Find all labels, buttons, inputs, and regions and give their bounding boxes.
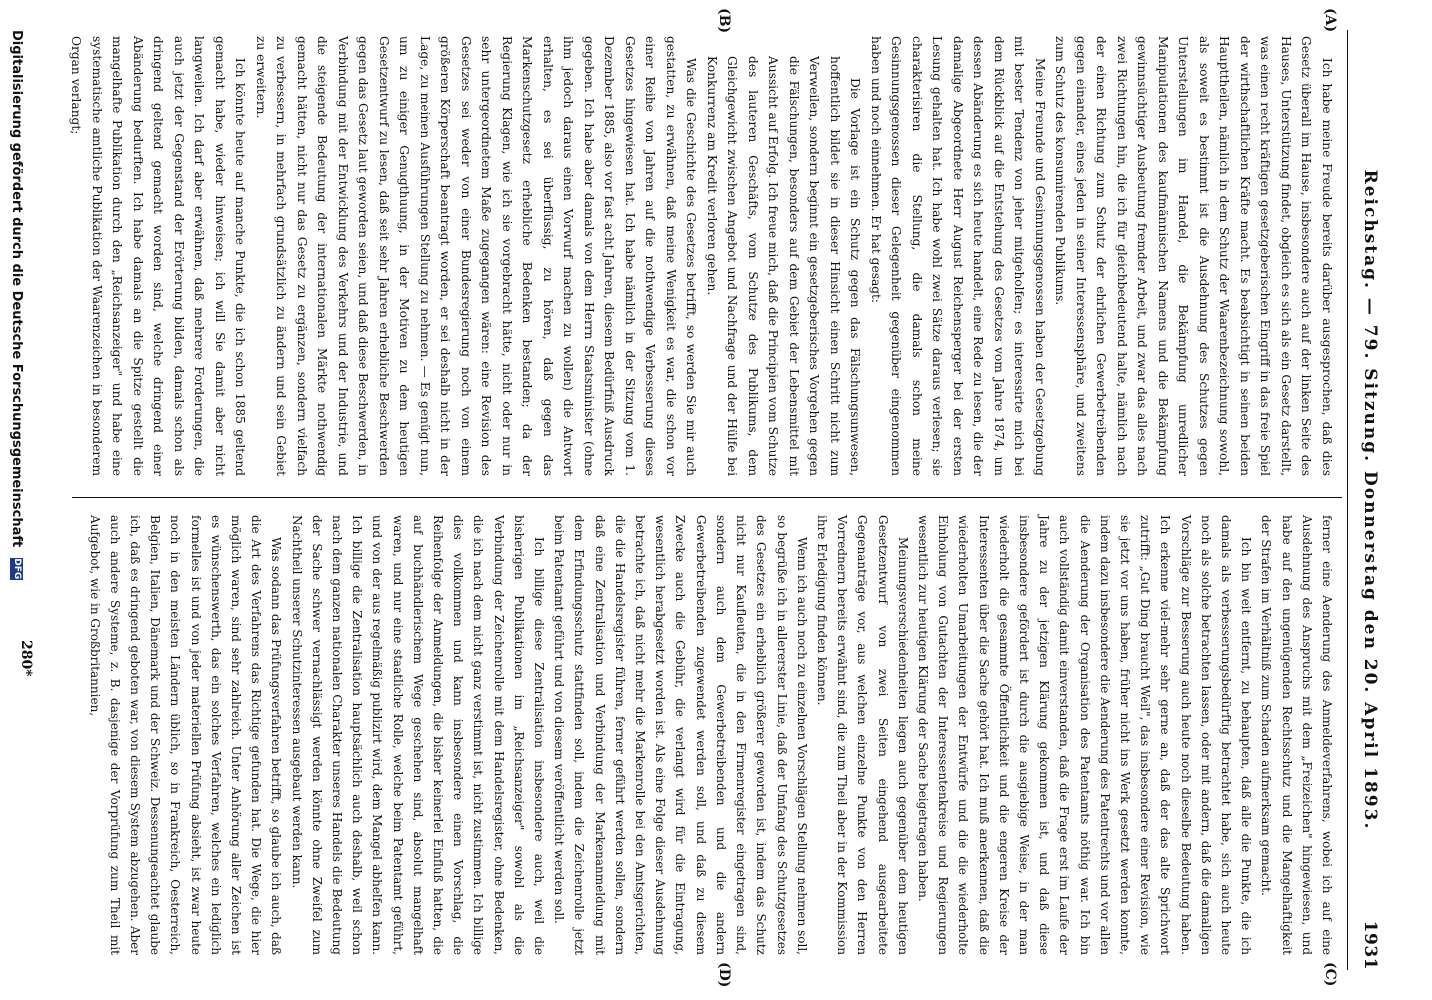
digitization-note bbox=[9, 30, 24, 580]
paragraph: Was die Geschichte des Gesetzes betrifft, so werden Sie mir auch gestatten, zu erwähnen, daß meine Wenigkeit es war, die schon vor einer Reihe von Jahren auf die nothwendige Verbesserung dieses Gesetzes hingewiesen hat. Ich habe nämlich in der Sitzung vom 1. Dezember 1885, also vor fast acht Jahren, diesem Bedürfniß Ausdruck gegeben. Ich habe aber damals von dem Herrn Staatsminister (ohne ihm jedoch daraus einen Vorwurf machen zu wollen) die Antwort erhalten, es sei überflüssig, zu hören, daß gegen das Markenschutzgesetz erhebliche Bedenken bestanden; da der Regierung Klagen, wie ich sie vorgebracht hätte, nicht oder nur in sehr untergeordnetem Maße zugegangen wären: eine Revision des Gesetzes sei weder von einer Bundesregierung noch von einem größeren Körperschaft beantragt worden, er sei deshalb nicht in der Lage, zu meinen Ausführungen Stellung zu nehmen. — Es genügt nun, um zu einiger Genugthuung, in der Motiven zu dem heutigen Gesetzentwurf zu lesen, daß seit sehr Jahren erhebliche Beschwerden gegen das Gesetz laut geworden seien, und daß diese Beschwerden, in Verbindung mit der Entwicklung des Verkehrs und der Industrie, und die steigende Bedeutung der internationalen Märkte nothwendig gemacht hätten, nicht nur das Gesetz zu ergänzen, sondern vielfach zu verbessern, in mehrfach grundsätzlich zu ändern und sein Gebiet zu erweitern. bbox=[254, 36, 699, 476]
paragraph: Ich bin weit entfernt, zu behaupten, daß alle die Punkte, die ich damals als verbesserungsbedürftig betrachtet habe, sich auch heute noch als solche betrachten lassen, oder mit andern, daß die damaligen Vorschläge zur Besserung auch heute noch dieselbe Bedeutung haben. Ich erkenne viel-mehr sehr gerne an, daß der das alte Sprichwort zutrifft: „Gut Ding braucht Weil", das insbesondere einer Revision, wie sie jetzt vor uns haben, früher nicht ins Werk gesetzt werden konnte, indem dazu insbesondere die Aenderung des Patentrechts und vor allen die Aenderung der Organisation des Patentamts nöthig war. Ich bin auch vollständig damit einverstanden, daß die Frage erst im Laufe der Jahre zu der jetzigen Klärung gekommen ist, und daß diese insbesondere gefördert ist durch die ausgiebige Weise, in der man wiederholt die gesammte Öffentlichkeit und die engeren Kreise der Interessenten über die Sache gehört hat. Ich muß anerkennen, daß die wiederholten Umarbeitungen der Entwürfe und die die wiederholte Einholung von Gutachten der Interessentenkreise und Regierungen wesentlich zur heutigen Klärung der Sache beigetragen haben. bbox=[915, 515, 1254, 955]
left-column bbox=[66, 36, 1337, 476]
footer-number: 280* bbox=[18, 640, 34, 677]
paragraph: Ich könnte heute auf manche Punkte, die ich schon 1885 geltend gemacht habe, wieder hinweisen; ich will Sie damit aber nicht langweilen. Ich darf aber erwähnen, daß mehrere Forderungen, die auch jetzt der Gegenstand der Erörterung bilden, damals schon als dringend geltend gemacht worden sind, welche dringend einer Abänderung bedurften. Ich habe damals an die Spitze gestellt die mangelhafte Publikation durch den „Reichsanzeiger" und habe eine systematische amtliche Publikation der Waarenzeichen in besonderem Organ verlangt; bbox=[69, 36, 248, 476]
page-header bbox=[1354, 30, 1380, 970]
paragraph: Ich habe meine Freude bereits darüber ausgesprochen, daß dies Gesetz überall im Hause, insbesondere auch auf der linken Seite des Hauses, Unterstützung findet, obgleich es sich als ein Gesetz darstellt, was einen recht kräftigen gesetzgeberischen Eingriff in das freie Spiel der wirthschaftlichen Kräfte macht. Es beabsichtigt in seinen beiden Haupttheilen, nämlich in dem Schutz der Waarenbezeichnung sowohl, als soweit es bestimmt ist die Ausdehnung des Schutzes gegen Unterstellungen im Handel, die Bekämpfung unredlicher Manipulationen des kaufmännischen Namens und die Bekämpfung gewinnsüchtiger Ausbeutung fremder Arbeit, und zwar das alles nach zwei Richtungen hin, die ich für gleichbedeutend halte, nämlich nach der einen Richtung zum Schutz der ehrlichen Gewerbetreibenden gegen einander, eines jeden in seiner Interessensphäre, und zweitens zum Schutz des konsumirenden Publikums. bbox=[1053, 36, 1334, 476]
dfg-logo-icon: DFG bbox=[12, 558, 22, 580]
column-divider bbox=[72, 497, 1342, 498]
margin-marker-c: (C) bbox=[1322, 962, 1338, 987]
paragraph: Wenn ich auch noch zu einzelnen Vorschlägen Stellung nehmen soll, so begrüße ich in allererster Linie, daß der Umfang des Schutzgesetzes des Gesetzes ein erheblich größerer geworden ist, indem das Schutz nicht nur Kaufleuten, die in den Firmenregister eingetragen sind, sondern auch dem Gewerbetreibenden und die andern Gewerbetreibenden zugewendet werden soll, und daß zu diesem Zwecke auch die Gebühr, die verlangt wird für die Eintragung, wesentlich herabgesetzt worden ist. Als eine Folge dieser Ausdehnung betrachte ich, daß nicht mehr die Markenrolle bei den Amtsgerichten, die die Handelsregister führen, ferner geführt werden sollen, sondern daß eine Zentralisation und Verbindung der Markenanmeldung mit dem Erfindungsschutz stattfinden soll, indem die Zeichenrolle jetzt beim Patentamt geführt und von diesem veröffentlicht werden soll. bbox=[552, 515, 809, 955]
header-title: Reichstag. — 79. Sitzung. Donnerstag den 20. April 1893. bbox=[1360, 169, 1380, 831]
paragraph: Was sodann das Prüfungsverfahren betrifft, so glaube ich auch, daß die Art des Verfahrens das Richtige gefunden hat. Die Wege, die hier möglich waren, sind sehr zahlreich. Unter Anhörung aller Zeichen ist es wünschenswerth, das ein solches Verfahren, welches ein lediglich formelles ist und von jeder materiellen Prüfung absieht, ist zwar heute noch in den meisten Ländern üblich, so in Frankreich, Oesterreich, Belgien, Italien, Dänemark und der Schweiz. Dessenungeachtet glaube ich, daß es dringend geboten war, von diesem System abzugehen. Aber auch andere Systeme, z. B. dasjenige der Vorprüfung zum Theil mit Aufgebot, wie in Großbritannien, bbox=[87, 515, 284, 955]
paragraph: Meine Freunde und Gesinnungsgenossen haben der Gesetzgebung mit bester Tendenz von jeher mitgeholfen; es interessirte mich bei dem Rückblick auf die Entstehung des Gesetzes vom Jahre 1874, um dessen Abänderung es sich heute handelt, eine Rede zu lesen, die der damalige Abgeordnete Herr August Reichensperger bei der ersten Lesung gehalten hat. Ich habe wohl zwei Sätze daraus verlesen; sie charakterisiren die Stellung, die damals schon meine Gesinnungsgenossen dieser Gelegenheit gegenüber eingenommen haben und noch einnehmen. Er hat gesagt: bbox=[869, 36, 1047, 476]
header-rule bbox=[1347, 30, 1348, 970]
margin-marker-b: (B) bbox=[716, 8, 732, 34]
paragraph: Die Vorlage ist ein Schutz gegen das Fälschungsunwesen, hoffentlich bildet sie in dieser Hinsicht einen Schritt nicht zum Verweilen, sondern beginnt ein gesetzgeberisches Vorgehen gegen die Fälschungen, besonders auf dem Gebiet der Lebensmittel mit Aussicht auf Erfolg. Ich freue mich, daß die Principien vom Schutze des lauteren Geschäfts, vom Schutze des Publikums, dem Gleichgewicht zwischen Angebot und Nachfrage und der Hülfe bei Konkurrenz am Kredit verloren gehen. bbox=[705, 56, 863, 476]
paragraph: Ich billige diese Zentralisation insbesondere auch, weil die bisherigen Publikationen im „Reichsanzeiger" sowohl als die Verbindung der Zeichenrolle mit dem Handelsregister, ohne Bedenken, die ich nach dem nicht ganz verstimmt ist, nicht zustimmen. Ich billige dies vollkommen und kann insbesondere einen Vorschlag, die Reihenfolge der Anmeldungen, die bisher keinerlei Einfluß hatten, die auf buchhändlerischem Wege geschehen sind, absolut mangelhaft waren, und nur eine staatliche Rolle, welche beim Patentamt geführt, und von der aus regelmäßig publizirt wird, dem Mangel abhelfen kann. Ich billige die Zentralisation hauptsächlich auch deshalb, weil schon nach dem ganzen nationalen Charakter unseres Handels die Bedeutung der Sache schwer vernachlässigt werden könnte ohne Zweifel zum Nachtheil unserer Schutzinteressen ausgebaut werden kann. bbox=[289, 515, 547, 955]
paragraph: ferner eine Aenderung des Anmeldeverfahrens, wobei ich auf eine Ausdehnung des Anspruchs mit dem „Freizeichen" hingewiesen, und habe auf den ungenügenden Rechtsschutz und die Mangelhaftigkeit der Strafen im Verhältniß zum Schaden aufmerksam gemacht. bbox=[1259, 515, 1334, 955]
right-column bbox=[84, 515, 1337, 955]
margin-marker-a: (A) bbox=[1322, 8, 1338, 33]
digitization-text: Digitalisierung gefördert durch die Deutsche Forschungsgemeinschaft bbox=[9, 30, 24, 548]
margin-marker-d: (D) bbox=[716, 962, 732, 988]
page-number: 1931 bbox=[1360, 920, 1380, 970]
paragraph: Meinungsverschiedenheiten liegen auch gegenüber dem heutigen Gesetzentwurf von zwei Seiten eingehend ausgearbeitete Gegenanträge vor, aus welchen einzelne Punkte von den Herren Vorrednern bereits erwähnt sind, die zum Theil aber in der Kommission ihre Erledigung finden können. bbox=[814, 515, 910, 955]
